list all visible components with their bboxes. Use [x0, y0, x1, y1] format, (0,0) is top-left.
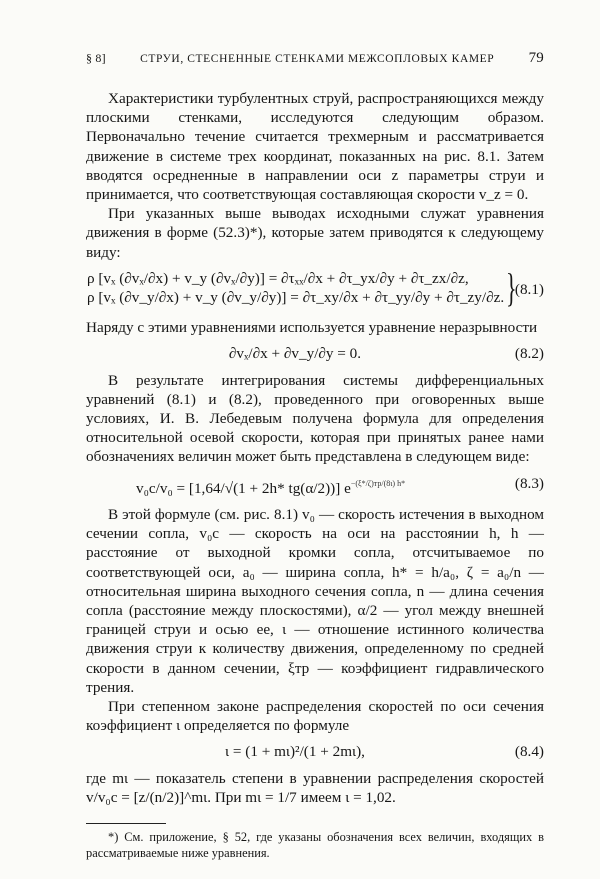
equation-tag-8-4: (8.4): [514, 743, 544, 761]
equation-8-3: [86, 474, 544, 499]
running-header: [86, 50, 544, 67]
paragraph-5: В этой формуле (см. рис. 8.1) v₀ — скорость истечения в выходном сечении сопла, v₀с — скорость на оси на расстоянии h, h — расстояние от выходной кромки сопла, отсчитываемое по соответствующей оси, a₀ — ширина сопла, h* = h/a₀, ζ = a₀/n — относительная ширина выходного сечения сопла, n — длина сечения сопла (расстояние между плоскостями), α/2 — угол между внешней границей струи и осью ее, ι — отношение истинного количества движения струи к количеству движения, определенному по средней скорости в данном сечении, ξтр — коэффициент гидравлического трения.: [86, 506, 544, 696]
equation-8-1-line-1: ρ [vₓ (∂vₓ/∂x) + v_y (∂vₓ/∂y)] = ∂τₓₓ/∂x + ∂τ_yx/∂y + ∂τ_zx/∂z,: [87, 269, 469, 287]
right-brace: }: [506, 264, 517, 310]
equation-8-3-exponent: −(ξ*/ζ)тр/(8ι) h*: [350, 478, 406, 488]
equation-8-4: [86, 742, 544, 762]
equation-tag-8-3: (8.3): [514, 474, 544, 492]
paragraph-4: В результате интегрирования системы дифференциальных уравнений (8.1) и (8.2), проведенного при оговоренных выше условиях, И. В. Лебедевым получена формула для определения относительной осевой скорости, которая при принятых ранее нами обозначениях величин может быть представлена в следующем виде:: [86, 371, 544, 466]
equation-8-2: [86, 344, 544, 364]
page-number: 79: [528, 50, 544, 66]
equation-8-2-body: ∂vₓ/∂x + ∂v_y/∂y = 0.: [228, 345, 362, 363]
equation-8-3-body: v₀с/v₀ = [1,64/√(1 + 2h* tg(α/2))] e: [136, 479, 351, 497]
paragraph-6: При степенном законе распределения скоростей по оси сечения коэффициент ι определяется по формуле: [86, 698, 544, 735]
book-page: [86, 50, 544, 861]
equation-tag-8-2: (8.2): [514, 345, 544, 363]
footnote: *) См. приложение, § 52, где указаны обозначения всех величин, входящих в рассматриваемые ниже уравнения.: [86, 830, 544, 860]
equation-8-4-body: ι = (1 + mι)²/(1 + 2mι),: [225, 743, 365, 761]
section-number: § 8]: [86, 51, 106, 65]
paragraph-1: Характеристики турбулентных струй, распространяющихся между плоскими стенками, исследуются следующим образом. Первоначально течение считается трехмерным и рассматривается движение в системе трех координат, показанных на рис. 8.1. Затем вводятся осредненные в направлении оси z параметры струи и принимается, что соответствующая составляющая скорости v_z = 0.: [86, 90, 544, 204]
paragraph-2: При указанных выше выводах исходными служат уравнения движения в форме (52.3)*), которые затем приводятся к следующему виду:: [86, 205, 544, 261]
paragraph-7: где mι — показатель степени в уравнении распределения скоростей v/v₀с = [z/(n/2)]^mι. При mι = 1/7 имеем ι = 1,02.: [86, 769, 544, 807]
footnote-rule: [86, 823, 166, 824]
equation-8-1: [86, 264, 544, 311]
equation-tag-8-1: (8.1): [514, 280, 544, 298]
paragraph-3: Наряду с этими уравнениями используется уравнение неразрывности: [86, 318, 538, 336]
chapter-title: СТРУИ, СТЕСНЕННЫЕ СТЕНКАМИ МЕЖСОПЛОВЫХ КАМЕР: [140, 53, 495, 65]
equation-8-1-line-2: ρ [vₓ (∂v_y/∂x) + v_y (∂v_y/∂y)] = ∂τ_xy/∂x + ∂τ_yy/∂y + ∂τ_zy/∂z.: [87, 289, 505, 307]
